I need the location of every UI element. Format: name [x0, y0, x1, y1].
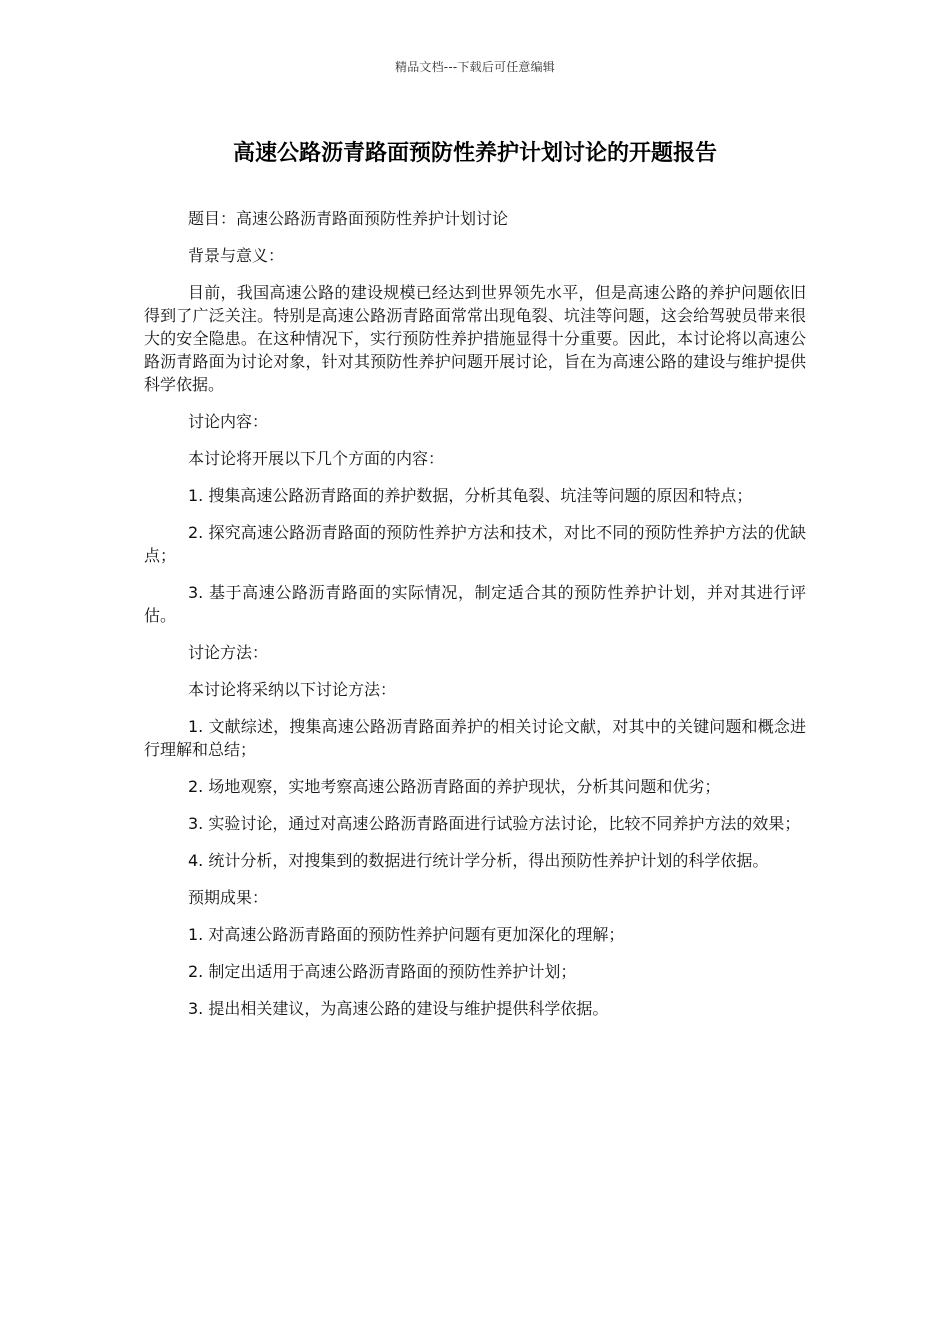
outcome-item-2: 2. 制定出适用于高速公路沥青路面的预防性养护计划； [188, 962, 577, 981]
content-intro: 本讨论将开展以下几个方面的内容： [188, 449, 445, 468]
section-heading-outcomes: 预期成果： [188, 888, 269, 907]
method-item-3: 3. 实验讨论，通过对高速公路沥青路面进行试验方法讨论，比较不同养护方法的效果； [188, 814, 801, 833]
content-item-3: 3. 基于高速公路沥青路面的实际情况，制定适合其的预防性养护计划，并对其进行评估。 [144, 583, 806, 625]
section-heading-methods: 讨论方法： [188, 643, 269, 662]
methods-intro: 本讨论将采纳以下讨论方法： [188, 680, 397, 699]
topic-line: 题目：高速公路沥青路面预防性养护计划讨论 [188, 209, 509, 228]
outcome-item-1: 1. 对高速公路沥青路面的预防性养护问题有更加深化的理解； [188, 925, 625, 944]
page-header: 精品文档---下载后可任意编辑 [395, 60, 555, 74]
document-body [144, 207, 806, 1034]
section-heading-content: 讨论内容： [188, 412, 269, 431]
outcome-item-3: 3. 提出相关建议，为高速公路的建设与维护提供科学依据。 [188, 999, 609, 1018]
section-heading-background: 背景与意义： [188, 246, 285, 265]
content-item-2: 2. 探究高速公路沥青路面的预防性养护方法和技术，对比不同的预防性养护方法的优缺点； [144, 523, 806, 565]
content-item-1: 1. 搜集高速公路沥青路面的养护数据，分析其龟裂、坑洼等问题的原因和特点； [188, 486, 753, 505]
method-item-1: 1. 文献综述，搜集高速公路沥青路面养护的相关讨论文献，对其中的关键问题和概念进行理解和总结； [144, 717, 806, 759]
document-title: 高速公路沥青路面预防性养护计划讨论的开题报告 [232, 141, 717, 166]
method-item-4: 4. 统计分析，对搜集到的数据进行统计学分析，得出预防性养护计划的科学依据。 [188, 851, 769, 870]
background-paragraph: 目前，我国高速公路的建设规模已经达到世界领先水平，但是高速公路的养护问题依旧得到了广泛关注。特别是高速公路沥青路面常常出现龟裂、坑洼等问题，这会给驾驶员带来很大的安全隐患。在这种情况下，实行预防性养护措施显得十分重要。因此，本讨论将以高速公路沥青路面为讨论对象，针对其预防性养护问题开展讨论，旨在为高速公路的建设与维护提供科学依据。 [144, 283, 806, 394]
method-item-2: 2. 场地观察，实地考察高速公路沥青路面的养护现状，分析其问题和优劣； [188, 777, 721, 796]
